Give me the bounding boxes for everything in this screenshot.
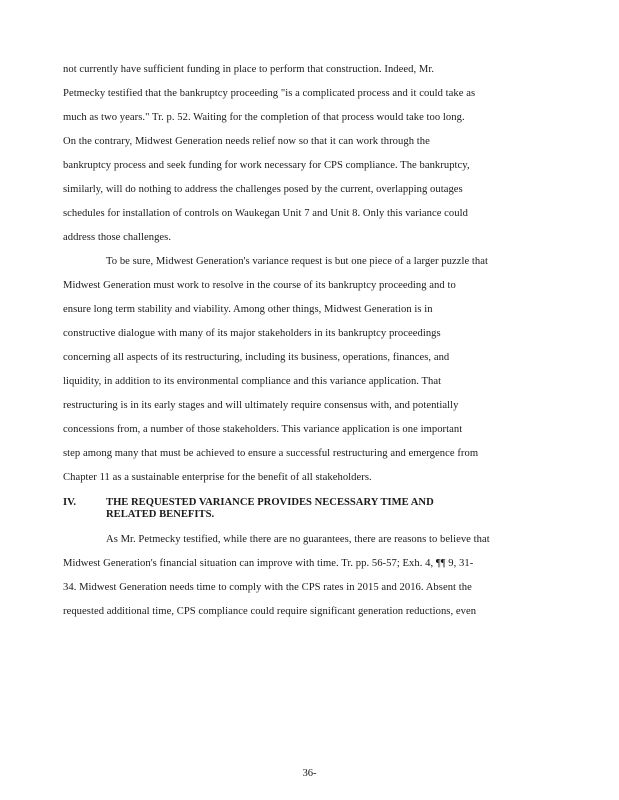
section-heading-line: RELATED BENEFITS. bbox=[106, 509, 215, 520]
body-line: concessions from, a number of those stakeholders. This variance application is one important bbox=[63, 424, 463, 435]
body-line: ensure long term stability and viability. Among other things, Midwest Generation is in bbox=[63, 304, 433, 315]
body-line: Petmecky testified that the bankruptcy proceeding "is a complicated process and it could take as bbox=[63, 88, 476, 99]
body-line: step among many that must be achieved to ensure a successful restructuring and emergence from bbox=[63, 448, 479, 459]
body-line: similarly, will do nothing to address the challenges posed by the current, overlapping outages bbox=[63, 184, 463, 195]
body-line: 34. Midwest Generation needs time to comply with the CPS rates in 2015 and 2016. Absent the bbox=[63, 582, 472, 593]
body-line: On the contrary, Midwest Generation needs relief now so that it can work through the bbox=[63, 136, 430, 147]
body-line: address those challenges. bbox=[63, 232, 172, 243]
page-number: 36- bbox=[302, 768, 317, 779]
body-line: concerning all aspects of its restructuring, including its business, operations, finances, and bbox=[63, 352, 450, 363]
body-line: bankruptcy process and seek funding for work necessary for CPS compliance. The bankruptcy, bbox=[63, 160, 470, 171]
section-number: IV. bbox=[63, 497, 77, 508]
body-line: schedules for installation of controls on Waukegan Unit 7 and Unit 8. Only this variance could bbox=[63, 208, 468, 219]
body-line: constructive dialogue with many of its major stakeholders in its bankruptcy proceedings bbox=[63, 328, 441, 339]
body-line: Midwest Generation must work to resolve in the course of its bankruptcy proceeding and to bbox=[63, 280, 456, 291]
section-heading-line: THE REQUESTED VARIANCE PROVIDES NECESSARY TIME AND bbox=[106, 497, 434, 508]
body-line: much as two years." Tr. p. 52. Waiting for the completion of that process would take too long. bbox=[63, 112, 465, 123]
body-line-indented: As Mr. Petmecky testified, while there are no guarantees, there are reasons to believe that bbox=[106, 534, 490, 545]
body-line: restructuring is in its early stages and will ultimately require consensus with, and potentially bbox=[63, 400, 459, 411]
body-line: requested additional time, CPS compliance could require significant generation reductions, even bbox=[63, 606, 477, 617]
body-line: Chapter 11 as a sustainable enterprise for the benefit of all stakeholders. bbox=[63, 472, 372, 483]
body-line: Midwest Generation's financial situation can improve with time. Tr. pp. 56-57; Exh. 4, ¶¶ 9, 31- bbox=[63, 558, 474, 569]
body-line-indented: To be sure, Midwest Generation's variance request is but one piece of a larger puzzle that bbox=[106, 256, 488, 267]
body-line: liquidity, in addition to its environmental compliance and this variance application. That bbox=[63, 376, 442, 387]
body-line: not currently have sufficient funding in place to perform that construction. Indeed, Mr. bbox=[63, 64, 435, 75]
